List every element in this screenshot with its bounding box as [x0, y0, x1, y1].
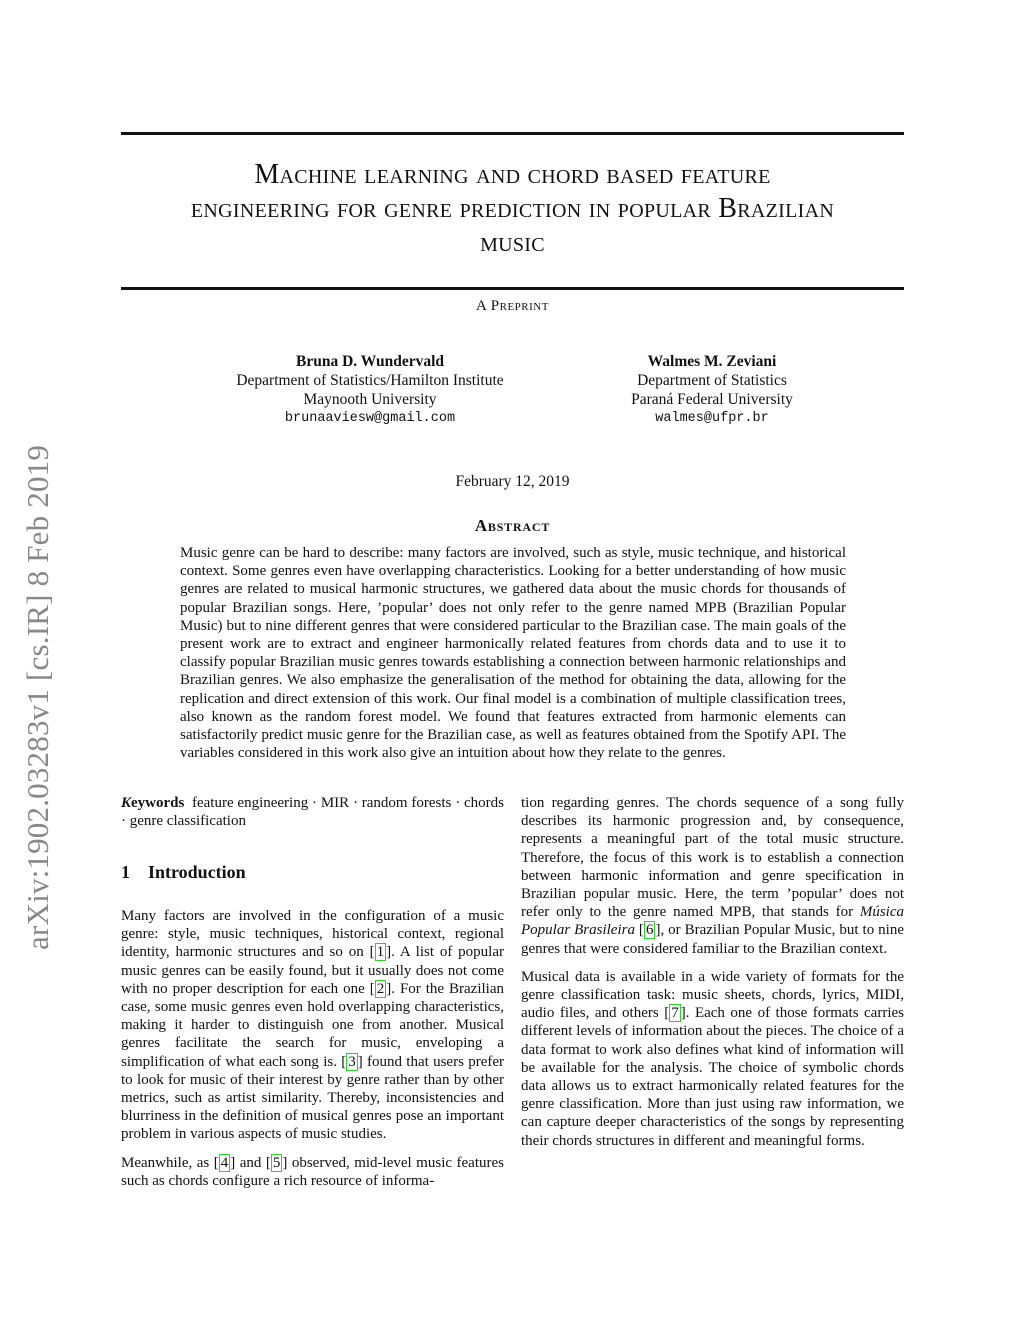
keywords-text: feature engineering · MIR · random forests · chords · genre classification — [121, 795, 505, 830]
author-affiliation: Department of Statistics/Hamilton Institute — [236, 372, 504, 389]
author-block-1 — [190, 352, 550, 428]
author-name: Walmes M. Zeviani — [647, 353, 777, 370]
paragraph: Many factors are involved in the configuration of a music genre: style, music techniques, historical context, regional identity, harmonic structures and so on [ 1 ]. A list of popular music genres can be easily found, but it usually does not come with no proper description for each one [ 2 ]. For the Brazilian case, some music genres even hold overlapping characteristics, making it harder to distinguish one from another. Musical genres facilitate the search for music, enveloping a simplification of what each song is. [ 3 ] found that users prefer to look for music of their interest by genre rather than by other metrics, such as artist similarity. Thereby, inconsistencies and blurriness in the definition of musical genres pose an important problem in various aspects of music studies. — [121, 908, 504, 1143]
abstract-text: Music genre can be hard to describe: many factors are involved, such as style, music technique, and historical context. Some genres even have overlapping characteristics. Looking for a better understanding of how music genres are related to musical harmonic structures, we gathered data about the music chords for thousands of popular Brazilian songs. Here, ’popular’ does not only refer to the genre named MPB (Brazilian Popular Music) but to nine different genres that were considered particular to the Brazilian case. The main goals of the present work are to extract and engineer harmonically related features from chords data and to use it to classify popular Brazilian music genres towards establishing a connection between harmonic relationships and Brazilian genres. We also emphasize the generalisation of the method for obtaining the data, allowing for the replication and direct extension of this work. Our final model is a combination of multiple classification trees, also known as the random forest model. We found that features extracted from harmonic elements can satisfactorily predict music genre for the Brazilian case, as well as features obtained from the Spotify API. The variables considered in this work also give an intuition about how they relate to the genres. — [180, 545, 846, 762]
section-title: Introduction — [148, 862, 246, 882]
right-column-body — [521, 794, 904, 1160]
paragraph: Musical data is available in a wide variety of formats for the genre classification task: music sheets, chords, lyrics, MIDI, audio files, and others [ 7 ]. Each one of those formats carries different levels of information about the pieces. The choice of a data format to work also defines what kind of information will be available for the analysis. The choice of symbolic chords data allows us to extract harmonically related features for the genre classification. More than just using raw information, we can capture deeper characteristics of the songs by representing their chords structures in different and meaningful forms. — [521, 968, 904, 1149]
author-email[interactable]: brunaaviesw@gmail.com — [284, 411, 456, 426]
author-email[interactable]: walmes@ufpr.br — [655, 411, 769, 426]
citation-link[interactable]: 3 — [348, 1053, 356, 1070]
section-number: 1 — [121, 862, 130, 882]
paragraph: Meanwhile, as [ 4 ] and [ 5 ] observed, mid-level music features such as chords configure a rich resource of informa- — [121, 1154, 504, 1189]
keywords-label: Keywords — [121, 795, 185, 811]
title-line-2: engineering for genre prediction in popular Brazilian — [190, 193, 835, 224]
abstract-heading: Abstract — [474, 516, 551, 535]
citation-link[interactable]: 6 — [645, 922, 654, 939]
arxiv-sidebar-stamp: arXiv:1902.03283v1 [cs.IR] 8 Feb 2019 — [20, 444, 55, 950]
author-institution: Paraná Federal University — [631, 391, 793, 408]
author-name: Bruna D. Wundervald — [295, 353, 444, 370]
left-column-body — [121, 907, 504, 1200]
publication-date: February 12, 2019 — [455, 473, 570, 490]
title-bottom-rule — [121, 287, 904, 290]
author-block-2 — [592, 352, 832, 428]
title-line-1: Machine learning and chord based feature — [254, 159, 771, 190]
title-top-rule — [121, 132, 904, 135]
citation-link[interactable]: 2 — [376, 980, 385, 997]
title-line-3: music — [480, 227, 545, 258]
paper-title — [121, 158, 904, 260]
paragraph: tion regarding genres. The chords sequence of a song fully describes its harmonic progression and, by consequence, represents a meaningful part of the total music structure. Therefore, the focus of this work is to establish a connection between harmonic information and genre specification in Brazilian popular music. Here, the term ’popular’ does not refer only to the genre named MPB, that stands for Música Popular Brasileira [ 6 ], or Brazilian Popular Music, but to nine genres that were considered familiar to the Brazilian context. — [521, 795, 904, 957]
author-affiliation: Department of Statistics — [637, 372, 787, 389]
citation-link[interactable]: 7 — [671, 1005, 679, 1022]
citation-link[interactable]: 1 — [376, 944, 385, 961]
keywords — [121, 794, 504, 830]
preprint-label: A Preprint — [476, 298, 549, 314]
citation-link[interactable]: 4 — [220, 1154, 229, 1171]
author-institution: Maynooth University — [303, 391, 437, 408]
citation-link[interactable]: 5 — [272, 1154, 281, 1171]
section-heading-introduction — [121, 862, 246, 883]
